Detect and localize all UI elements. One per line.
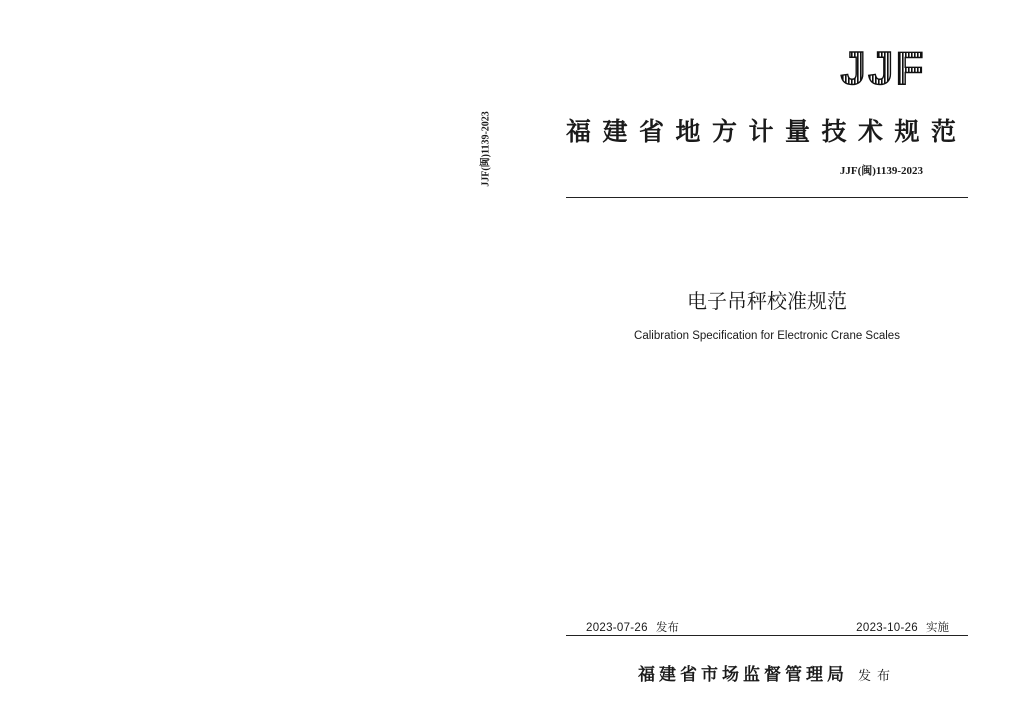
org-title: 福建省地方计量技术规范 <box>566 117 968 146</box>
implement-label: 实施 <box>926 620 949 634</box>
jjf-logo <box>824 44 942 90</box>
issue-label: 发布 <box>655 620 679 634</box>
top-divider <box>566 197 968 198</box>
spine-code: JJF(闽)1139-2023 <box>480 111 492 187</box>
publisher-action: 发布 <box>857 669 896 684</box>
spine-strip <box>476 100 492 198</box>
publisher-line <box>566 660 968 685</box>
implement-date-line <box>856 619 949 635</box>
standard-code: JJF(闽)1139-2023 <box>839 165 923 177</box>
issue-date-line <box>586 619 679 635</box>
publisher-org: 福建省市场监督管理局 <box>637 665 848 685</box>
logo-text: JJF <box>840 44 926 90</box>
title-chinese: 电子吊秤校准规范 <box>687 289 847 313</box>
issue-date: 2023-07-26 <box>586 622 648 634</box>
implement-date: 2023-10-26 <box>856 622 918 634</box>
title-english: Calibration Specification for Electronic Crane Scales <box>634 330 900 342</box>
bottom-divider <box>566 635 968 636</box>
